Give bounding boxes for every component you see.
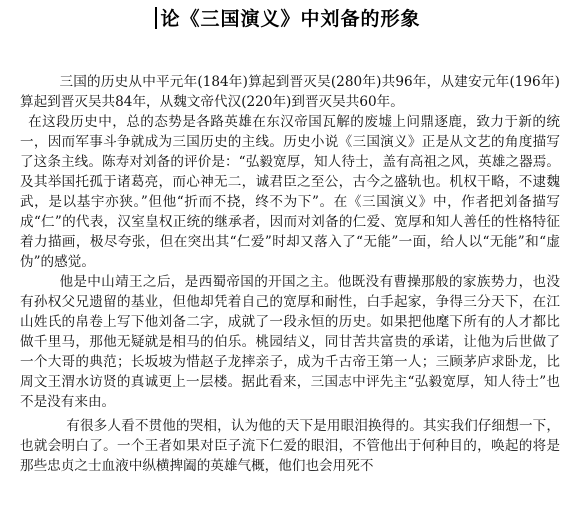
document-title: 论《三国演义》中刘备的形象 <box>160 8 421 30</box>
paragraph-main-theme: 在这段历史中，总的态势是各路英雄在东汉帝国瓦解的废墟上问鼎逐鹿，致力于新的统一，因而军事斗争就成为三国历史的主线。历史小说《三国演义》正是从文艺的角度描写了这条主线。陈寿对刘备的评价是：“弘毅宽厚，知人待士，盖有高祖之风，英雄之器焉。及其举国托孤于诸葛亮，而心神无二，诚君臣之至公，古今之盛轨也。机权干略，不逮魏武，是以基宇亦狭。”但他“折而不挠，终不为下”。在《三国演义》中，作者把刘备描写成“仁”的代表，汉室皇权正统的继承者，因而对刘备的仁爱、宽厚和知人善任的性格特征着力描画，极尽夸张，但在突出其“仁爱”时却又落入了“无能”一面，给人以“无能”和“虚伪”的感觉。 <box>20 114 560 270</box>
paragraph-tears: 有很多人看不贯他的哭相，认为他的天下是用眼泪换得的。其实我们仔细想一下，也就会明白了。一个王者如果对臣子流下仁爱的眼泪，不管他出于何种目的，唤起的将是那些忠贞之士血液中纵横捭阖的英雄气概，他们也会用死不 <box>20 418 560 474</box>
text-cursor <box>155 7 157 29</box>
paragraph-liu-bei-origin: 他是中山靖王之后，是西蜀帝国的开国之主。他既没有曹操那般的家族势力，也没有孙权父兄遗留的基业，但他却凭着自己的宽厚和耐性，白手起家，争得三分天下，在江山姓氏的帛卷上写下他刘备二字，成就了一段永恒的历史。如果把他麾下所有的人才都比做千里马，那他无疑就是相马的伯乐。桃园结义，同甘苦共富贵的承诺，让他为后世做了一个大哥的典范；长坂坡为惜赵子龙摔亲子，成为千古帝王第一人；三顾茅庐求卧龙，比周文王渭水访贤的真诚更上一层楼。据此看来，三国志中评先主“弘毅宽厚，知人待士”也不是没有来由。 <box>20 274 560 410</box>
title-row <box>0 4 576 32</box>
document-body <box>20 72 560 476</box>
paragraph-history-span: 三国的历史从中平元年(184年)算起到晋灭吴(280年)共96年，从建安元年(196年)算起到晋灭吴共84年，从魏文帝代汉(220年)到晋灭吴共60年。 <box>20 74 560 110</box>
